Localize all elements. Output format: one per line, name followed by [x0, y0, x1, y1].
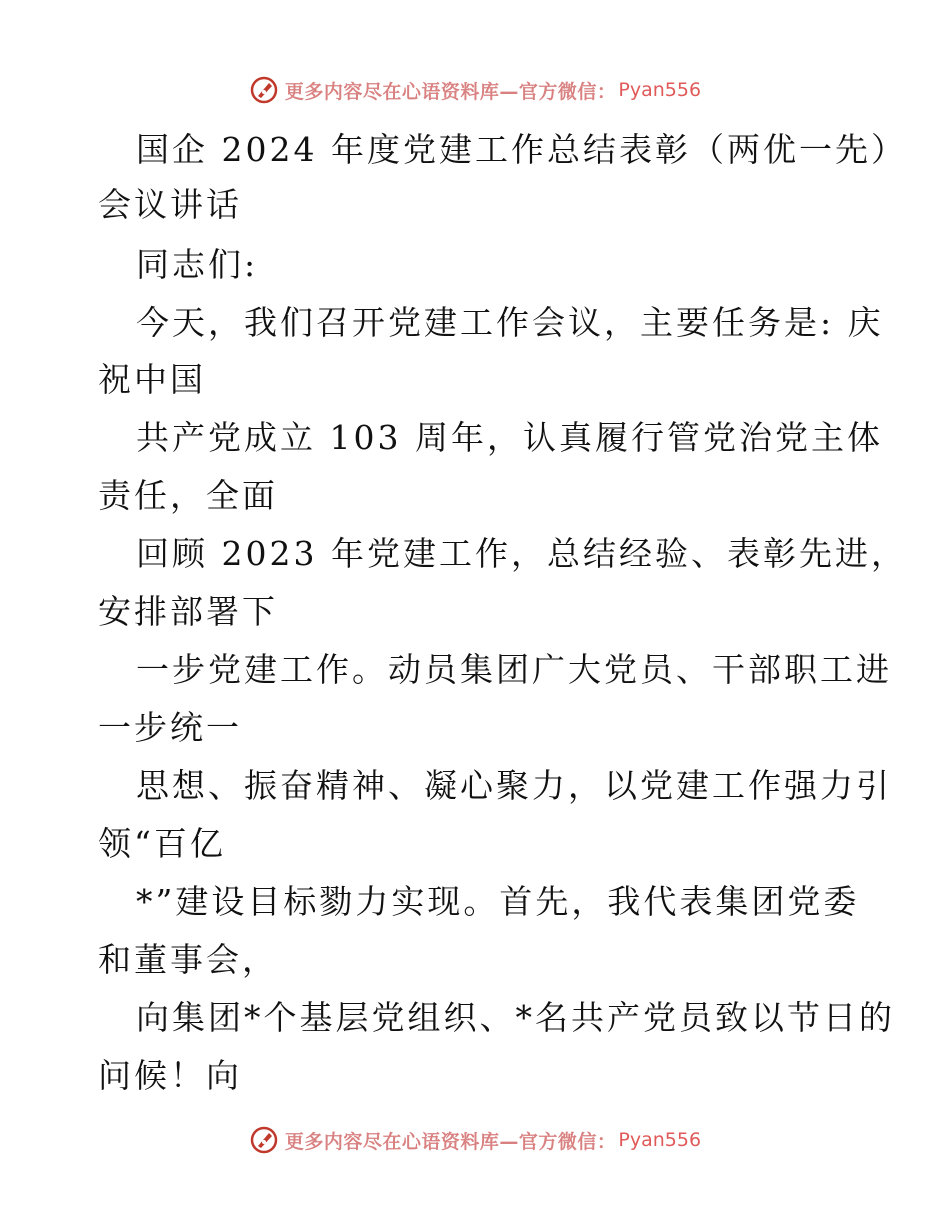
watermark-text: 更多内容尽在心语资料库—官方微信： [284, 80, 617, 103]
paragraph-line: 共产党成立 103 周年，认真履行管党治党主体 [136, 418, 883, 457]
paragraph-line: 祝中国 [98, 360, 206, 399]
paragraph-line: *”建设目标勠力实现。首先，我代表集团党委 [136, 882, 860, 921]
title-line-2: 会议讲话 [98, 185, 242, 224]
paragraph-line: 今天，我们召开党建工作会议，主要任务是: 庆 [136, 303, 884, 342]
paragraph-line: 安排部署下 [98, 592, 278, 631]
paragraph-line: 领“百亿 [98, 824, 226, 863]
paragraph-line: 回顾 2023 年党建工作，总结经验、表彰先进， [136, 534, 907, 573]
pen-seal-icon [249, 1125, 279, 1155]
paragraph-line: 一步党建工作。动员集团广大党员、干部职工进 [136, 650, 892, 689]
paragraph-line: 一步统一 [98, 708, 242, 747]
paragraph-line: 思想、振奋精神、凝心聚力，以党建工作强力引 [136, 766, 892, 805]
paragraph-line: 和董事会， [98, 940, 278, 979]
paragraph-line: 向集团*个基层党组织、*名共产党员致以节日的 [136, 998, 895, 1037]
header-watermark [0, 70, 950, 110]
pen-seal-icon [249, 75, 279, 105]
paragraph-line: 问候！向 [98, 1056, 242, 1095]
title-line-1: 国企 2024 年度党建工作总结表彰（两优一先） [136, 130, 907, 169]
watermark-wechat-id: Pyan556 [618, 79, 702, 101]
watermark-text: 更多内容尽在心语资料库—官方微信： [284, 1130, 617, 1153]
paragraph-line: 责任，全面 [98, 476, 278, 515]
watermark-wechat-id: Pyan556 [618, 1129, 702, 1151]
footer-watermark [0, 1120, 950, 1160]
salutation: 同志们: [136, 245, 259, 284]
